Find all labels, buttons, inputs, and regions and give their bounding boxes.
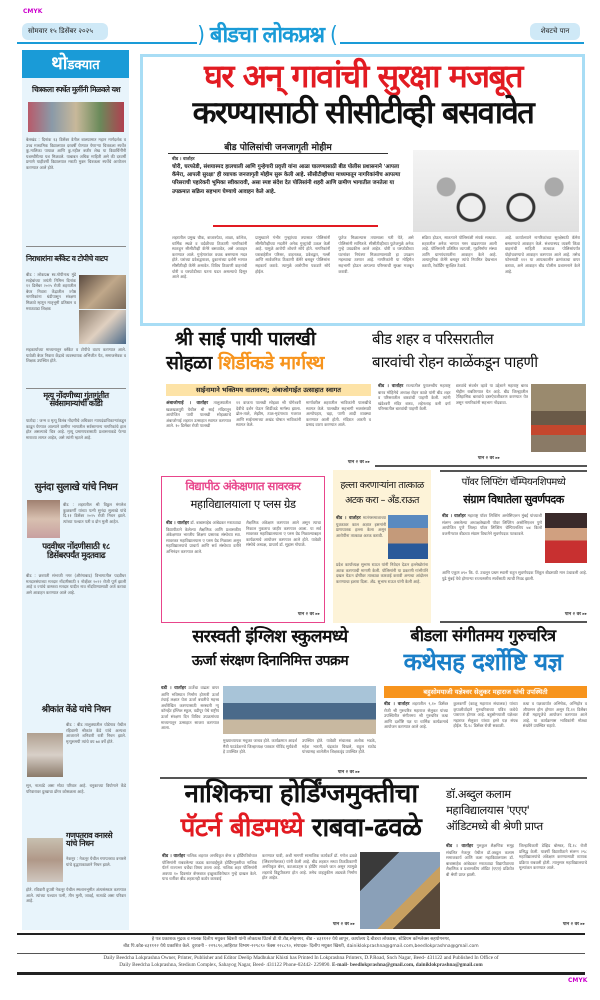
hoarding-headline-l1: नाशिकचा होर्डिंग्जमुक्तीचा	[184, 779, 418, 809]
divider	[375, 465, 587, 467]
saraswati-body-col: उपस्थित होते. यावेळी संचालक अशोक भडके, महेश भारती, चंद्रकांत चिखले, राहुल राठोड यांच्यासह शालेतील शिक्षकवृंद उपस्थित होते.	[302, 738, 376, 755]
gurucharitra-headline-l2: कथेसह दर्शोष्टि यज्ञ	[403, 648, 563, 676]
saraswati-body: वडी । वार्ताहर ऊर्जेचा वाढता वापर आणि भविष्यात निर्माण होणारी ऊर्जा टंचाई लक्षात घेता ऊर्जा बचतीचे महत्त्व अधोरेखित करण्यासाठी सरस्वती न्यू कॉन्व्हेंट इंग्लिश स्कूल, वडीपूर येथे राष्ट्रीय ऊर्जा संरक्षण दिन विविध उपक्रमांच्या माध्यमातून उत्साहात साजरा करण्यात आला.	[161, 685, 219, 731]
gurucharitra-body-col: बीड । वार्ताहर शहरातील ९,१० डिसेंबर रोजी श्री गुरुचरित्र महाराज सेलुकर यांच्या उपस्थितीत संगीतमय श्री गुरुचरित्र कथा आणि दर्शोष्टि यज्ञ या धार्मिक कार्यक्रमाचे आयोजन करण्यात आले आहे.	[384, 701, 449, 730]
saraswati-headline-l2: ऊर्जा संरक्षण दिनानिमित्त उपक्रम	[191, 653, 349, 669]
power-headline-l1: पॉवर लिफ्टिंग चॅम्पियनशिपमध्ये	[461, 477, 566, 488]
header-rule-right	[340, 42, 584, 44]
kalam-headline-l2: महाविद्यालयास 'एएए'	[446, 803, 530, 817]
footer-marathi-line2: बीड पि.कोड-४३११२२ येथे प्रकाशित केले. दुरध्वनी - २२९८९०,जाहिरात विभाग-२२९८९० फॅक्स २२८८९०, संपादक- दिलीप मधुकर खिस्ती, dainiklokprashna@gmail.com,beedlokprashna@gmail.com	[123, 944, 479, 949]
barav-headline-l1: बीड शहर व परिसरातील	[372, 330, 494, 348]
barav-body	[378, 383, 528, 453]
group-photo	[28, 102, 124, 132]
palkhi-body	[166, 400, 371, 458]
masthead-title: बीडचा लोकप्रश्न	[209, 23, 325, 48]
divider	[440, 470, 587, 472]
sidebar-headline: पदवीधर नोंदणीसाठी १८ डिसेंबरपर्यंत मुदतवाढ	[42, 542, 110, 561]
divider	[440, 621, 587, 623]
lead-headline-black: करण्यासाठी सीसीटीव्ही बसवावेत	[192, 95, 534, 131]
sangram-portrait	[545, 513, 587, 563]
sidebar-headline: गणपतराव वनारसे यांचे निधन	[66, 831, 113, 849]
hoarding-body-col: बीड । वार्ताहर नाशिक शहरात अनधिकृत बॅनर व होर्डिंगविरोधात पोलिसांनी राबवलेल्या कडक कारवाईमुळे होर्डिंगमुक्तीचा नाशिक पॅटर्न राज्यभर चर्चेचा विषय ठरला आहे. नाशिक शहर पोलिसांनी अवघ्या १० दिवसांत बॅनरबाज इच्छुकांविरोधात गुन्हे दाखल केले. याच धर्तीवर बीड शहरातही कठोर कारवाई	[162, 853, 257, 882]
gurucharitra-body-col: कुलकर्णी (काळू महाराज संचालक) यांच्या कृपाशीर्वादाने गुरुचरित्राच्या पवित्र कथेचे पारायण होणार आहे. बहुसोमयाजी यज्ञेश्वर महाराज सेलुकर यांच्या हस्ते यज्ञ संपन्न होईल. दि.१८ डिसेंबर रोजी सकाळी.	[453, 701, 518, 729]
savarkar-headline-l1: विद्यापीठ अंकेक्षणात सावरकर	[185, 479, 301, 493]
savarkar-body-col: बीड । वार्ताहर डॉ. बाबासाहेब आंबेडकर मराठवाडा विद्यापीठाने केलेल्या शैक्षणिक आणि प्रशासकीय अंकेक्षणात भारतीय शिक्षण प्रसारक संस्थेच्या स्वा. सावरकर महाविद्यालयास ए प्लस ग्रेड मिळाला असून महाविद्यालयाचे प्राचार्य आणि सर्व संस्थेच्या वतीने अभिनंदन करण्यात आले.	[166, 520, 241, 554]
footer-marathi	[17, 936, 585, 950]
lead-body-col: सक्रिय होऊन, सातत्याने पोलिसांशी संपर्क साधावा. शहरातील अनेक भागात गस्त वाढवण्यात आली आहे. पोलिसांनी प्रतिष्ठित व्यापारी, गृहनिर्माण संस्था आणि ग्रामपंचायतींना आवाहन केले आहे. अत्याधुनिक कॅमेरे बसवून त्यांचे नियमित देखभाल करावी, रेकॉर्डिंग सुरक्षित ठेवावे.	[421, 235, 497, 268]
kalam-headline-l1: डॉ.अब्दुल कलाम	[446, 787, 511, 801]
footer-rule-bottom	[17, 972, 585, 975]
power-continued[interactable]: पान २ वर ▸▸	[564, 612, 587, 617]
story-body: नेकनूर : नेकनूर येथील गणपतराव वनारसे यांचे वृद्धापकाळाने निधन झाले.	[66, 856, 126, 867]
saraswati-headline-l1: सरस्वती इंग्लिश स्कुलमध्ये	[192, 627, 348, 647]
footer-rule-top	[17, 933, 585, 935]
photo-blanket-distribution	[79, 275, 126, 309]
school-group-photo	[223, 686, 376, 734]
palkhi-continued[interactable]: पान २ वर ▸▸	[347, 460, 370, 465]
story-body: बेलखंड : दिनांक १३ डिसेंबर वेतील बालग्रामात महान मार्गदर्शक व उच्च माध्यमिक विद्यालयात दरवर्षी घेण्यात येणाऱ्या चित्रकला स्पर्धेत कु.मालिका पायाळ आणि कु.नहील बजीर शेख या विद्यार्थिनींनी यशस्वीरीत्या यश मिळवले. याबाबत अधिक माहिती असे की दरवर्षी प्रमाणे याहीवर्षी विद्यालयात मराठी मुक्त चित्रकला स्पर्धेचे आयोजन करण्यात आले होते.	[26, 137, 126, 170]
lead-body-col: आहे. कार्यालयाने नागरिकांच्या सुरक्षेसाठी कॅमेरा बसवण्याचे आवाहन केले. संशयास्पद व्यक्ती किंवा वाहनांची माहिती तात्काळ पोलिसांपर्यंत पोहोचवण्याचे आवाहन करण्यात आले आहे. तसेच फोनसाठी ११२ या आपत्कालीन क्रमांकाचा वापर करावा, असे आवाहन बीड पोलीस प्रशासनाने केले आहे.	[504, 235, 581, 274]
story-body: सून, नातवंडे असा मोठा परिवार आहे. धनुकाच्या वियोगाने केंडे परिवारावर दुःखाचा डोंगर कोसळला आहे.	[26, 783, 126, 794]
obituary-photo	[27, 838, 63, 882]
lead-headline-red: घर अन् गावांची सुरक्षा मजबूत	[203, 57, 523, 95]
header-rule-left	[17, 42, 197, 44]
barav-body-col: बारवांचे संवर्धन व्हावे या उद्देशाने महाराष्ट्र बारव मोहीम राबविण्यात येत आहे. बीड जिल्ह्यातील ऐतिहासिक बारवांचे दस्तऐवजीकरण करण्यात येत असून नागरिकांनी सहभाग नोंदवावा.	[455, 383, 528, 405]
power-body: आणि एकूण ४९० कि. ग्रॅ. उचलून प्रथम स्थानी राहून सुवर्णपदक जिंकून बीडसाठी मान उंचावली आहे. पुढे मुंबई येथे होणाऱ्या राज्यस्तरीय स्पर्धेसाठी त्याची निवड झाली.	[442, 570, 587, 581]
halla-headline-l1: हल्ला करणाऱ्यांना तात्काळ	[340, 480, 424, 491]
cctv-cameras-photo	[413, 150, 579, 232]
palkhi-body-col: मार्गावरील शहरातील भाविकांनी पालखीचे स्वागत केले. पालखीत सहभागी भक्तांसाठी अल्पोपहार, चहा, पाणी आदी व्यवस्था करण्यात आली होती. मंदिरात आरती व प्रसाद वाटप करण्यात आले.	[306, 400, 371, 428]
barav-visit-photo	[531, 384, 586, 452]
story-body: बीड : बीड तालुक्यातील घोडेगाव येथील रहिवासी श्रीकांत केंडे यांचे अल्पशा आजाराने शनिवारी रात्री निधन झाले. मृत्युसमयी त्यांचे वय ७४ वर्षे होते.	[66, 722, 126, 744]
lead-intro: चोरी, घरफोडी, संशयास्पद हालचाली आणि गुन्हेगारी प्रवृत्ती यांना आळा घालण्यासाठी बीड पोलीस प्रशासनाने 'आपला कॅमेरा, आपली सुरक्षा' ही व्यापक जनजागृती मोहीम सुरू केली आहे. सीसीटीव्हीच्या माध्यमातून नागरिकांनीच आपल्या परिसराची पहारेकरी भूमिका स्वीकारावी, असा स्पष्ट संदेश देत पोलिसांनी शहरी आणि ग्रामीण भागातील जनतेला या उपक्रमात सक्रिय सहभाग घेण्याचे आवाहन केले आहे.	[172, 164, 401, 195]
kalam-body-col: जिल्हाधिकारी डेव्हिड बोस्कर, दि.१८ रोजी प्रसिद्ध केली. यावर्षी विद्यापीठाने संलग्न २९८ महाविद्यालयांचे अंकेक्षण करण्यासाठी व्यापक प्रक्रिया राबवली होती. त्यानुसार महाविद्यालयाचे मूल्यांकन करण्यात आले.	[519, 843, 587, 871]
date-label: सोमवार १५ डिसेंबर २०२५	[22, 23, 108, 40]
savarkar-body	[166, 520, 321, 618]
power-body: बीड । वार्ताहर महाराष्ट्र पॉवर लिफ्टिंग असोसिएशन मुंबई यांच्याशी संलग्न असलेल्या अध्यक्षतेखाली पॉवर लिफ्टिंग असोसिएशन पुणे आयोजित पुणे जिल्हा पॉवर लिफ्टिंग चॅम्पियनशिप ७४ किलो वजनीगटात बीडच्या संग्राम विधातेने सुवर्णपदक पटकावले.	[442, 513, 542, 536]
lead-body-col: प्रामुख्याने गंभीर गुन्ह्यांच्या तपासात पोलिसांनी सीसीटीव्हीच्या मदतीने अनेक गुन्ह्यांची उकल केली आहे. यामुळे आरोपी शोधणे सोपे होते. नागरिकांनी घराबाहेरील परिसर, वाहनतळ, प्रवेशद्वार, गल्ली आणि सार्वजनिक ठिकाणी कॅमेरे बसवून पोलिसांना सहकार्य करावे. त्यामुळे आरोपींना पकडणे सोपे होईल.	[255, 235, 331, 274]
barav-body-col: बीड । वार्ताहर राज्यातील पुरातत्त्वीय महाराष्ट्र बारव मोहिमेचे अध्यक्ष रोहन काळे यांनी बीड शहर व परिसरातील बारवांची पाहणी केली. त्यांनी खंडेश्वरी मंदिर बारव, शहेनशाह वली दर्गा परिसरातील बारवांची पाहणी केली.	[378, 383, 451, 412]
divider	[26, 246, 126, 247]
kalam-headline-l3: ऑडिटमध्ये बी श्रेणी प्राप्त	[446, 819, 543, 833]
sidebar-headline: चित्रकला स्पर्धेत मुलींनी मिळवले यश	[31, 85, 121, 94]
gurucharitra-body	[384, 701, 587, 773]
gurucharitra-strap: बहुसोमयाजी यज्ञेश्वर सेलुकर महाराज यांची उपस्थिती	[384, 686, 587, 698]
hoarding-body	[162, 853, 357, 931]
obituary-photo	[27, 500, 60, 538]
palkhi-headline-l2: सोहळा शिर्डीकडे मार्गस्थ	[166, 352, 324, 374]
hoarding-photo	[360, 852, 440, 929]
gurucharitra-body-col: कथा व यज्ञकार्यात अभिषेक, अग्निहोत्र व औपासन होम होणार असून दि.११ डिसेंबर रोजी महापूजेचे आयोजन करण्यात आले आहे. या कार्यक्रमास भाविकांनी मोठ्या संख्येने उपस्थित राहावे.	[522, 701, 587, 729]
lead-body-col: फुटेज मिळाल्यास तपासाला गती येते, असे पोलिसांनी सांगितले. सीसीटीव्हीच्या फुटेजमुळे अनेक गुन्हे उघडकीस आले आहेत. चोरी व घरफोडीच्या घटनांवर नियंत्रण मिळवण्यासाठी हा उपक्रम महत्त्वाचा ठरणार आहे. नागरिकांनी या मोहिमेत सहभागी होऊन आपल्या परिसराची सुरक्षा मजबूत करावी.	[338, 235, 414, 274]
saraswati-continued[interactable]: पान २ वर ▸▸	[337, 770, 360, 775]
palkhi-body-col: ११ वाजता पालखी सोहळा श्री योगेश्वरी देवीचे दर्शन घेऊन शिर्डीकडे मार्गस्थ झाला. ढोल-ताशे, लेझीम, टाळ-मृदंगाच्या गजरात आणि साईनामाच्या अखंड घोषात भाविकांनी स्वागत केले.	[236, 400, 301, 428]
lead-subhead: बीड पोलिसांची जनजागृती मोहीम	[168, 140, 388, 154]
sidebar-headline: मृत्यू नोंदणीच्या गुंतागुंतीत सर्वसामान्यांची कोंडी	[43, 391, 109, 409]
story-body: बीड : शहरातील श्री विठ्ठल मंगलेश कुळकर्णी यांच्या पत्नी सुनंदा सुलाखे यांचे दि.११ डिसेंबर २०२५ रोजी निधन झाले. त्यांच्या पश्चात पती व दोन मुली आहेत.	[63, 502, 126, 524]
story-body: होते. रविवारी दुपारी नेकनूर येथील स्मशानभूमीत अंत्यसंस्कार करण्यात आले. त्यांच्या पश्चात पत्नी, तीन मुली, जावई, नातवंडे असा परिवार आहे.	[26, 887, 126, 904]
lead-dateline: बीड । वार्ताहर	[172, 157, 195, 162]
kalam-body	[446, 843, 587, 923]
savarkar-headline-l2: महाविद्यालयाला ए प्लस ग्रेड	[190, 497, 296, 511]
kalam-continued[interactable]: पान २ वर ▸▸	[562, 922, 585, 927]
footer-english-line2: Daily Beedcha Lokprashna, Stedium Complex, Sahayog Nagar, Beed- 431122 Phone-02442- 229890. E-mail- beedlokprashna@gmail.com, dainiklokprashna@gmail.com	[119, 962, 483, 968]
cmyk-mark: CMYK	[23, 8, 43, 15]
saraswati-body-2	[223, 738, 376, 770]
gurucharitra-headline-l1: बीडला संगीतमय गुरुचरित्र	[410, 626, 556, 645]
sidebar-headline: सुनंदा सुलाखे यांचे निधन	[34, 482, 118, 493]
lead-body-col: शहरातील प्रमुख चौक, बाजारपेठा, शाळा, कॉलेज, धार्मिक स्थळे व वर्दळीच्या ठिकाणी नागरिकांनी स्वतःहून सीसीटीव्ही कॅमेरे बसवावेत, असे आवाहन करण्यात आले. गुन्हेगारांवर वचक बसण्यास मदत होते. घरांच्या प्रवेशद्वारावर, दुकानांच्या दर्शनी भागात सीसीटीव्ही कॅमेरे असावेत. विविध ठिकाणी वाहनांची चोरी व घरफोडीच्या घटना घडत असल्याचे दिसून आले आहे.	[172, 235, 248, 280]
kalam-body-col: बीड । वार्ताहर गुरुकुल शैक्षणिक समूह संचलित नेकनूर येथील डॉ.अब्दुल कलाम समाजकार्य आणि कला महाविद्यालयास डॉ. बाबासाहेब आंबेडकर मराठवाडा विद्यापीठाच्या शैक्षणिक व प्रशासकीय ऑडिट (एएए) प्रक्रियेत बी श्रेणी प्राप्त झाली.	[446, 843, 514, 877]
halla-body: प्रदेश कार्याध्यक्ष सुभाष राऊत यांनी निवेदन देऊन हल्लेखोरांना अटक करण्याची मागणी केली. पोलिसांनी या प्रकरणी गांभीर्याने दखल घेऊन दोषींवर तात्काळ कारवाई करावी अन्यथा आंदोलन करण्याचा इशारा दिला. अँड. सुभाष राऊत यांनी केली आहे.	[336, 562, 428, 584]
story-body: सहकार्याच्या माध्यमातून ब्लँकेट व टोपीचे वाटप करण्यात आले. यावेळी बेघर निवारा केंद्राचे व्यवस्थापक अभिजीत पेठ, समाजसेवक व शिक्षक उपस्थित होते.	[26, 347, 126, 364]
rauts-portrait	[388, 515, 428, 559]
story-body: बीड : छत्रपती संभाजी नगर (औरंगाबाद) विभागातील पदवीधर मतदारसंघाच्या मतदार नोंदणीसाठी १ नोव्हेंबर २०२२ रोजी पूर्ण झाली आहे व ज्यांचे वास्तव्य मतदार यादीत नाव नोंदविण्यासाठी अर्ज करावा असे आवाहन करण्यात आले आहे.	[26, 573, 126, 595]
footer-english-line1: Daily Beedcha Lokprashna Owner, Printer, Publisher and Editor Deelip Madhukar Khisti has Printed In Lokprashna Printers, D.P.Road, Snch Nagar, Beed- 431122 and Published In Office of	[103, 955, 499, 961]
hoarding-continued[interactable]: पान २ वर ▸▸	[332, 922, 355, 927]
footer-marathi-line1: हे पत्र प्रकाशक मुद्रक व मालक दिलीप मधुकर खिस्ती यांनी लोकप्रश्न प्रिंटर्स डी.पी.रोड,स्नेहनगर, बीड - ४३११२२ येथे छापून, कार्यालय दै.बीडचा लोकप्रश्न, स्टेडियम कॉम्प्लेक्स सहयोगनगर,	[151, 937, 451, 942]
halla-headline-l2: अटक करा – अँड.राऊत	[345, 495, 419, 506]
palkhi-headline-l1: श्री साई पायी पालखी	[174, 328, 316, 350]
barav-headline-l2: बारवांची रोहन काळेंकडून पाहणी	[372, 353, 538, 371]
lead-body-columns	[172, 235, 580, 322]
cmyk-mark-bottom: CMYK	[568, 977, 588, 984]
sidebar-headline: श्रीकांत केंडे यांचे निधन	[41, 705, 111, 715]
power-headline-l2: संग्राम विधातेला सुवर्णपदक	[463, 493, 564, 506]
hoarding-body-col: करण्यात यावी, अशी मागणी सामाजिक कार्यकर्ते डॉ. गणेश ढवळे (लिंबागणेशकर) यांनी केली आहे. बीड शहरात सध्या ठिकठिकाणी अनधिकृत बॅनर, कटआउट्स व होर्डिंग लावले जात असून त्यामुळे शहराचे विद्रूपीकरण होत आहे. तसेच वाहतुकीस अडथळे निर्माण होत आहेत.	[262, 853, 357, 881]
sidebar-headline: निराधारांना ब्लँकेट व टोपीचे वाटप	[26, 254, 108, 263]
savarkar-body-col: शैक्षणिक अंकेक्षण करण्यात आले असून त्याचा निकाल नुकताच जाहीर करण्यात आला. या सर्व सावरकर महाविद्यालयाला ए प्लस ग्रेड मिळाल्याबद्दल कार्यक्रमाचे आयोजन करण्यात आले होते. यावेळी संस्थेचे अध्यक्ष, प्राचार्य डॉ. सुहास गोपाळे.	[246, 520, 321, 548]
palkhi-body-col: अंबाजोगाई । वार्ताहर तालुक्यातील खळखळपुरी येथील श्री साई मंदिरातून आयोजित पायी पालखी सोहळ्याचे अंबाजोगाई शहरात उत्साहात स्वागत करण्यात आले. १० डिसेंबर रोजी पालखी	[166, 400, 231, 429]
masthead: ) बीडचा लोकप्रश्न (	[197, 23, 337, 48]
page-label: शेवटचे पान	[530, 23, 580, 40]
sidebar-title: थोडक्यात	[22, 50, 129, 78]
footer-english	[17, 955, 585, 969]
palkhi-strap: साईनामाने भक्तिमय वातावरण; अंबाजोगाईत उत्साहात स्वागत	[166, 384, 371, 396]
barav-continued[interactable]: पान २ वर ▸▸	[477, 456, 500, 461]
obituary-photo	[27, 733, 63, 777]
divider	[26, 388, 126, 389]
footer-rule-mid	[17, 953, 585, 954]
savarkar-continued[interactable]: पान २ वर ▸▸	[297, 612, 320, 617]
hoarding-headline-l2: पॅटर्न बीडमध्ये राबवा-ढवळे	[180, 813, 422, 843]
saraswati-body-col: मुख्याध्यापक मधुकर जाधव होते. कार्यक्रमात आदर्श मैत्री फाउंडेशनचे जिल्हाध्यक्ष पत्रकार गोविंद सुर्यवंशी हे उपस्थित होते.	[223, 738, 297, 755]
lead-red-rule	[213, 225, 378, 227]
story-body: पाटोदा : जन्म व मृत्यू विलंब नोंदणीचे अधिकार न्यायदंडाधिकाऱ्यांकडून काढून घेण्यात आल्याने ग्रामीण भागातील सर्वसामान्य नागरिकांचे हाल होत असल्याचे चित्र आहे. मृत्यू प्रमाणपत्रासाठी प्रशासनाकडे फेऱ्या माराव्या लागत आहेत, असे त्यांनी म्हटले आहे.	[26, 418, 126, 440]
halla-body: बीड । वार्ताहर मातंगसमाजाच्या युवकावर काल अज्ञात इसमांनी प्राणघातक हल्ला केला असून आरोपींना तात्काळ अटक करावी.	[336, 515, 386, 538]
story-body: बीड : लोकप्रश्न स्व.गोपीनाथ मुंडे साहेबांच्या जयंती निमित्त दिनांक १२ डिसेंबर २०२५ रोजी शहरातील बेघर निवारा केंद्रातील ज्येष्ठ नागरिकांना थंडीपासून संरक्षण मिळावे म्हणून मातृभूमी प्रतिष्ठान व मराठवाडा शिक्षक	[26, 272, 76, 311]
photo-blanket-distribution-2	[79, 310, 126, 344]
